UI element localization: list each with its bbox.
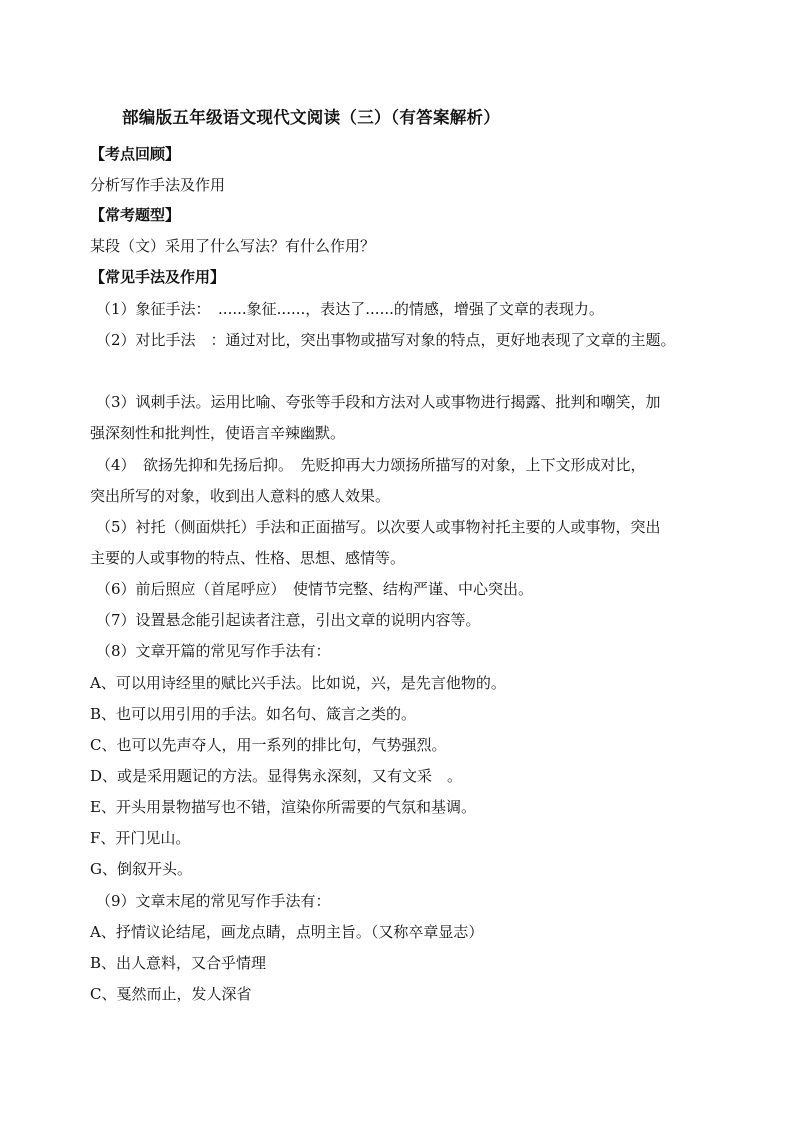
item-9-b: B、出人意料，又合乎情理 <box>90 954 267 972</box>
item-8-b: B、也可以用引用的手法。如名句、箴言之类的。 <box>90 705 417 723</box>
item-9-a: A、抒情议论结尾，画龙点睛，点明主旨。（又称卒章显志） <box>90 923 484 941</box>
item-8-d: D、或是采用题记的方法。显得隽永深刻，又有文采 。 <box>90 767 463 785</box>
tixing-text: 某段（文）采用了什么写法？有什么作用？ <box>90 237 376 255</box>
item-3-line1: （3）讽刺手法。运用比喻、夸张等手段和方法对人或事物进行揭露、批判和嘲笑，加 <box>96 393 661 411</box>
item-8: （8）文章开篇的常见写作手法有： <box>96 642 331 660</box>
item-4-line2: 突出所写的对象，收到出人意料的感人效果。 <box>90 487 391 505</box>
shoufa-heading: 【常见手法及作用】 <box>90 268 226 286</box>
item-1: （1）象征手法： ......象征......，表达了......的情感，增强了文章的表现力。 <box>96 300 604 318</box>
item-8-g: G、倒叙开头。 <box>90 860 192 878</box>
item-4-line1: （4） 欲扬先抑和先扬后抑。 先贬抑再大力颂扬所描写的对象，上下文形成对比， <box>96 456 646 474</box>
item-7: （7）设置悬念能引起读者注意，引出文章的说明内容等。 <box>96 611 481 629</box>
item-5-line2: 主要的人或事物的特点、性格、思想、感情等。 <box>90 549 406 567</box>
item-6: （6）前后照应（首尾呼应） 使情节完整、结构严谨、中心突出。 <box>96 580 534 598</box>
item-8-a: A、可以用诗经里的赋比兴手法。比如说，兴，是先言他物的。 <box>90 674 506 692</box>
item-3-line2: 强深刻性和批判性，使语言辛辣幽默。 <box>90 424 346 442</box>
item-9-c: C、戛然而止，发人深省 <box>90 985 252 1003</box>
item-2: （2）对比手法 ：通过对比，突出事物或描写对象的特点，更好地表现了文章的主题。 <box>96 331 676 349</box>
item-8-f: F、开门见山。 <box>90 829 191 847</box>
item-8-c: C、也可以先声夺人，用一系列的排比句，气势强烈。 <box>90 736 447 754</box>
item-5-line1: （5）衬托（侧面烘托）手法和正面描写。以次要人或事物衬托主要的人或事物，突出 <box>96 518 661 536</box>
kaodian-heading: 【考点回顾】 <box>90 145 181 163</box>
item-8-e: E、开头用景物描写也不错，渲染你所需要的气氛和基调。 <box>90 798 476 816</box>
item-9: （9）文章末尾的常见写作手法有： <box>96 892 331 910</box>
page-title: 部编版五年级语文现代文阅读（三）（有答案解析） <box>122 108 501 127</box>
tixing-heading: 【常考题型】 <box>90 206 181 224</box>
kaodian-text: 分析写作手法及作用 <box>90 176 226 194</box>
